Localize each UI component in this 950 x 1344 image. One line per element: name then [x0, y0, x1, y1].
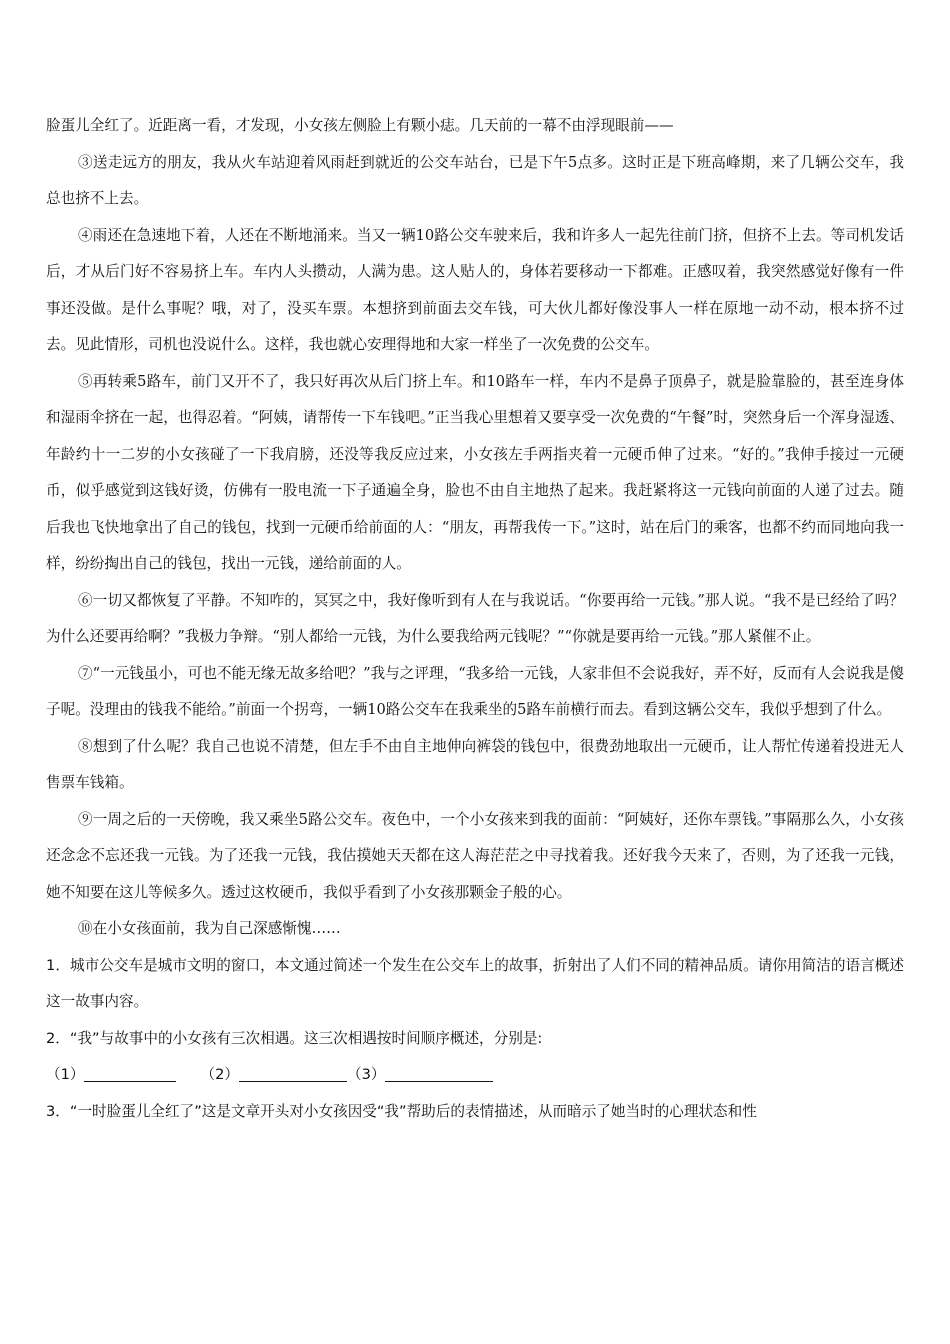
answer-blank-3[interactable]: [385, 1067, 493, 1082]
paragraph-5: ⑤再转乘5路车，前门又开不了，我只好再次从后门挤上车。和10路车一样，车内不是鼻子顶鼻子，就是脸靠脸的，甚至连身体和湿雨伞挤在一起，也得忍着。“阿姨，请帮传一下车钱吧。”正当我心里想着又要享受一次免费的“午餐”时，突然身后一个浑身湿透、年龄约十一二岁的小女孩碰了一下我肩膀，还没等我反应过来，小女孩左手两指夹着一元硬币伸了过来。“好的。”我伸手接过一元硬币，似乎感觉到这钱好烫，仿佛有一股电流一下子通遍全身，脸也不由自主地热了起来。我赶紧将这一元钱向前面的人递了过去。随后我也飞快地拿出了自己的钱包，找到一元硬币给前面的人：“朋友，再帮我传一下。”这时，站在后门的乘客，也都不约而同地向我一样，纷纷掏出自己的钱包，找出一元钱，递给前面的人。: [46, 372, 904, 572]
paragraph-4: ④雨还在急速地下着，人还在不断地涌来。当又一辆10路公交车驶来后，我和许多人一起先往前门挤，但挤不上去。等司机发话后，才从后门好不容易挤上车。车内人头攒动，人满为患。这人贴人的，身体若要移动一下都难。正感叹着，我突然感觉好像有一件事还没做。是什么事呢？哦，对了，没买车票。本想挤到前面去交车钱，可大伙儿都好像没事人一样在原地一动不动，根本挤不过去。见此情形，司机也没说什么。这样，我也就心安理得地和大家一样坐了一次免费的公交车。: [46, 226, 904, 353]
paragraph-7: ⑦“一元钱虽小，可也不能无缘无故多给吧？”我与之评理，“我多给一元钱，人家非但不会说我好，弄不好，反而有人会说我是傻子呢。没理由的钱我不能给。”前面一个拐弯，一辆10路公交车在我乘坐的5路车前横行而去。看到这辆公交车，我似乎想到了什么。: [46, 664, 904, 718]
question-2-answer-blanks: [46, 1057, 904, 1094]
blank-1-label: （1）: [46, 1066, 85, 1083]
passage-continuation: 脸蛋儿全红了。近距离一看，才发现，小女孩左侧脸上有颗小痣。几天前的一幕不由浮现眼前——: [46, 117, 674, 134]
blank-3-label: （3）: [346, 1066, 386, 1083]
paragraph-9: ⑨一周之后的一天傍晚，我又乘坐5路公交车。夜色中，一个小女孩来到我的面前：“阿姨好，还你车票钱。”事隔那么久，小女孩还念念不忘还我一元钱。为了还我一元钱，我估摸她天天都在这人海茫茫之中寻找着我。还好我今天来了，否则，为了还我一元钱，她不知要在这儿等候多久。透过这枚硬币，我似乎看到了小女孩那颗金子般的心。: [46, 810, 904, 901]
document-page: [46, 108, 904, 1130]
question-1: 1．城市公交车是城市文明的窗口，本文通过简述一个发生在公交车上的故事，折射出了人们不同的精神品质。请你用简洁的语言概述这一故事内容。: [46, 956, 904, 1010]
paragraph-3: ③送走远方的朋友，我从火车站迎着风雨赶到就近的公交车站台，已是下午5点多。这时正是下班高峰期，来了几辆公交车，我总也挤不上去。: [46, 153, 904, 207]
paragraph-6: ⑥一切又都恢复了平静。不知咋的，冥冥之中，我好像听到有人在与我说话。“你要再给一元钱。”那人说。“我不是已经给了吗？为什么还要再给啊？”我极力争辩。“别人都给一元钱，为什么要我给两元钱呢？”“你就是要再给一元钱。”那人紧催不止。: [46, 591, 904, 645]
paragraph-10: ⑩在小女孩面前，我为自己深感惭愧……: [78, 920, 341, 937]
blank-2-label: （2）: [200, 1066, 239, 1083]
paragraph-8: ⑧想到了什么呢？我自己也说不清楚，但左手不由自主地伸向裤袋的钱包中，很费劲地取出一元硬币，让人帮忙传递着投进无人售票车钱箱。: [46, 737, 904, 791]
answer-blank-1[interactable]: [84, 1067, 176, 1082]
question-2: 2．“我”与故事中的小女孩有三次相遇。这三次相遇按时间顺序概述，分别是:: [46, 1029, 543, 1047]
question-3: 3．“一时脸蛋儿全红了”这是文章开头对小女孩因受“我”帮助后的表情描述，从而暗示了她当时的心理状态和性: [46, 1102, 757, 1120]
answer-blank-2[interactable]: [239, 1067, 347, 1082]
